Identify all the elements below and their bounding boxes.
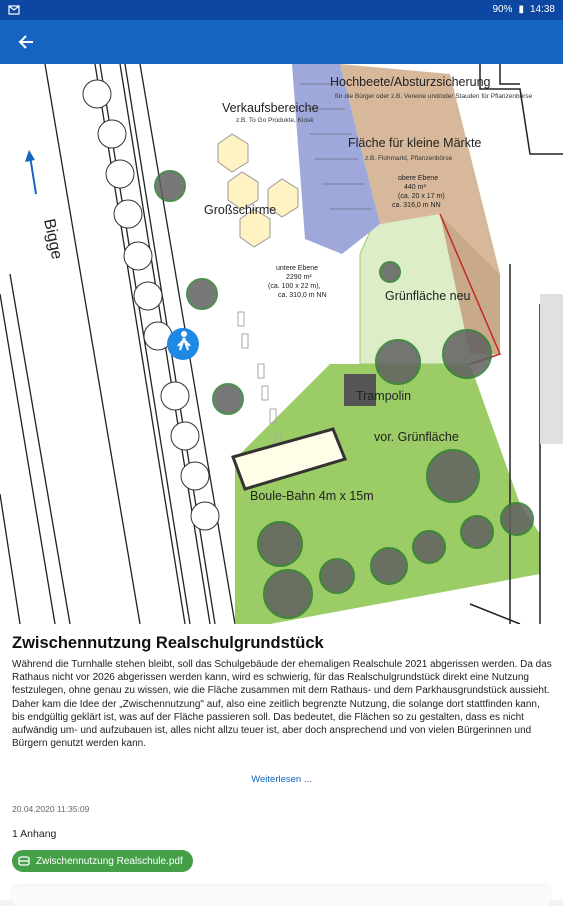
label-untere-2: 2290 m² bbox=[286, 274, 312, 281]
battery-level: 90% bbox=[492, 4, 513, 15]
attachment-chip[interactable] bbox=[12, 850, 193, 872]
label-obere-3: (ca. 20 x 17 m) bbox=[398, 193, 445, 200]
app-bar bbox=[0, 20, 563, 64]
notification-icon bbox=[8, 4, 20, 19]
label-markt: Fläche für kleine Märkte bbox=[348, 136, 482, 150]
label-verkauf: Verkaufsbereiche bbox=[222, 101, 319, 115]
article bbox=[0, 624, 563, 900]
label-untere-1: untere Ebene bbox=[276, 265, 319, 272]
label-trampolin: Trampolin bbox=[356, 389, 412, 403]
label-boule: Boule-Bahn 4m x 15m bbox=[250, 489, 374, 503]
label-markt-sub: z.B. Flohmarkt, Pflanzenbörse bbox=[365, 155, 453, 162]
label-untere-3: (ca. 100 x 22 m), bbox=[268, 283, 321, 290]
label-bigge: Bigge bbox=[40, 217, 66, 261]
site-plan-image bbox=[0, 64, 563, 624]
label-hochbeete-sub: für die Bürger oder z.B. Vereine und/oder Stauden für Pflanzenbörse bbox=[335, 93, 533, 100]
back-button[interactable] bbox=[12, 28, 40, 56]
label-hochbeete: Hochbeete/Absturzsicherung bbox=[330, 75, 491, 89]
label-obere-4: ca. 316,0 m NN bbox=[392, 202, 441, 209]
battery-icon: ▮ bbox=[518, 4, 524, 15]
label-obere-1: obere Ebene bbox=[398, 175, 439, 182]
label-verkauf-sub: z.B. To Go Produkte, Kiosk bbox=[236, 117, 314, 124]
article-date: 20.04.2020 11:35:09 bbox=[12, 804, 90, 814]
label-untere-4: ca. 310,0 m NN bbox=[278, 292, 327, 299]
north-arrow-icon bbox=[25, 150, 36, 194]
clock: 14:38 bbox=[529, 4, 555, 15]
arrow-left-icon bbox=[18, 34, 34, 50]
article-body: Während die Turnhalle stehen bleibt, soll das Schulgebäude der ehemaligen Realschule 2021 abgerissen werden. Da das Rathaus nicht vor 2026 abgerissen werden kann, wird es schwierig, für das Realschulgrundstück direkt eine Nutzung festzulegen, ohne genau zu wissen, wie die Fläche zusammen mit dem Rathaus- und dem Parkhausgrundstück aussieht. Daher kam die Idee der „Zwischennutzung" auf, also eine zeitlich begrenzte Nutzung, die solange dort stattfinden kann, bis endgültig geklärt ist, was auf der Fläche passieren soll. Das bedeutet, die Flächen so zu gestalten, dass es nicht aufwändig um- und aufzubauen ist, alles nicht allzu teuer ist, aber doch ansprechend und von vielen Bürgerinnen und Bürgern genutzt werden kann. bbox=[12, 659, 552, 750]
article-title: Zwischennutzung Realschulgrundstück bbox=[12, 634, 324, 652]
read-more-link[interactable]: Weiterlesen ... bbox=[251, 774, 312, 785]
label-obere-2: 440 m² bbox=[404, 184, 426, 191]
label-grossschirme: Großschirme bbox=[204, 203, 277, 217]
label-gruenflaeche-neu: Grünfläche neu bbox=[385, 289, 471, 303]
attachment-icon bbox=[18, 855, 30, 867]
label-vor-gruenflaeche: vor. Grünfläche bbox=[374, 430, 459, 444]
attachment-name: Zwischennutzung Realschule.pdf bbox=[36, 855, 183, 867]
attachments-count: 1 Anhang bbox=[12, 828, 57, 840]
status-bar bbox=[0, 0, 563, 20]
pedestrian-icon bbox=[167, 328, 199, 360]
next-card bbox=[12, 886, 551, 906]
